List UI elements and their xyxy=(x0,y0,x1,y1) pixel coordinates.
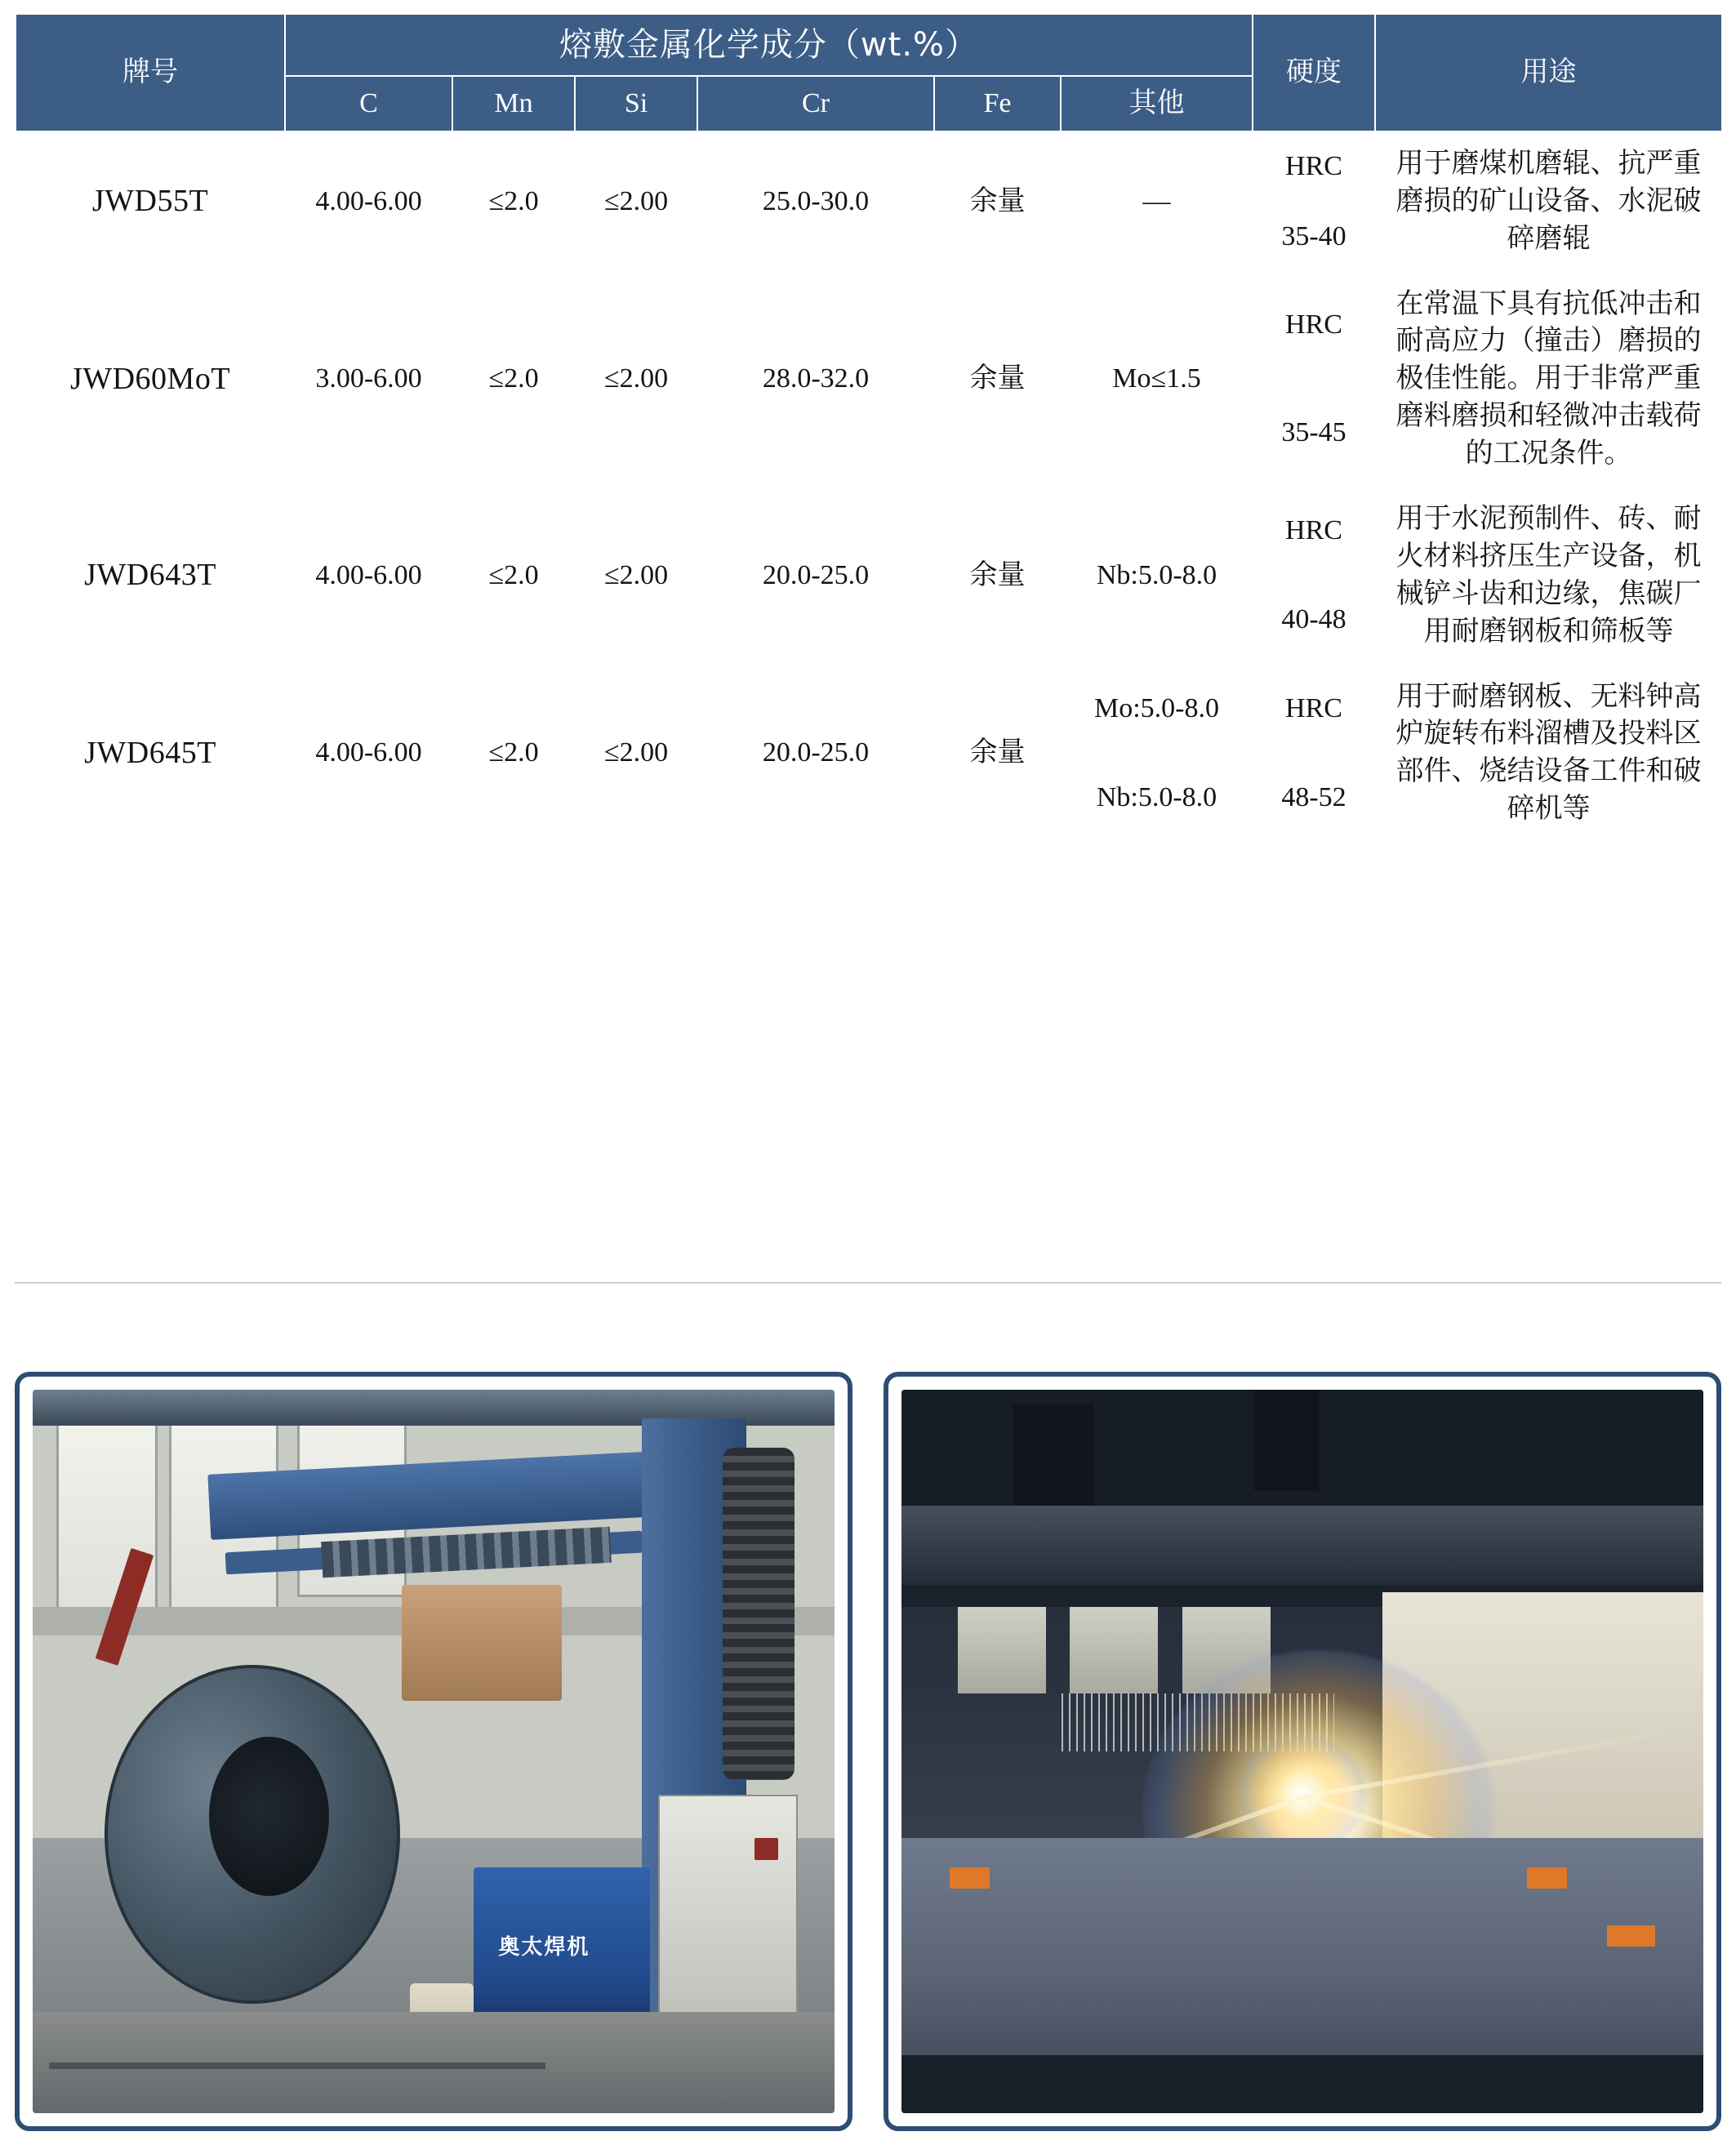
cell-hardness-unit: HRC xyxy=(1253,487,1375,576)
photo-frame-left xyxy=(15,1372,852,2131)
clamp xyxy=(1607,1925,1655,1947)
cell-usage: 在常温下具有抗低冲击和耐高应力（撞击）磨损的极佳性能。用于非常严重磨料磨损和轻微冲击载荷的工况条件。 xyxy=(1375,272,1722,487)
cell-hardness-value: 40-48 xyxy=(1253,576,1375,665)
cell-fe: 余量 xyxy=(934,665,1061,843)
cabinet-indicator xyxy=(754,1838,778,1860)
cell-mn: ≤2.0 xyxy=(452,487,575,665)
cell-fe: 余量 xyxy=(934,272,1061,487)
spec-table-container xyxy=(15,13,1721,843)
cell-usage: 用于水泥预制件、砖、耐火材料挤压生产设备，机械铲斗齿和边缘，焦碳厂用耐磨钢板和筛板等 xyxy=(1375,487,1722,665)
table-body xyxy=(16,131,1722,842)
photo-frame-right xyxy=(884,1372,1721,2131)
gantry-beam xyxy=(901,1506,1703,1585)
hopper xyxy=(402,1585,562,1701)
cell-other: — xyxy=(1061,131,1253,272)
flex-duct xyxy=(723,1448,795,1781)
cell-si: ≤2.00 xyxy=(575,131,697,272)
th-c: C xyxy=(285,76,452,131)
table-bottom-rule xyxy=(15,1282,1721,1284)
cell-si: ≤2.00 xyxy=(575,665,697,843)
machine-brand-label: 奥太焊机 xyxy=(498,1935,590,1960)
cell-other: Nb:5.0-8.0 xyxy=(1061,487,1253,665)
cell-brand: JWD643T xyxy=(16,487,285,665)
cell-c: 3.00-6.00 xyxy=(285,272,452,487)
photo-welding-arc xyxy=(901,1390,1703,2113)
cell-fe: 余量 xyxy=(934,131,1061,272)
cell-hardness-unit: HRC xyxy=(1253,272,1375,380)
floor-rail xyxy=(49,2063,546,2069)
cell-brand: JWD55T xyxy=(16,131,285,272)
table-row xyxy=(16,665,1722,754)
table-head-row-1 xyxy=(16,14,1722,76)
cell-hardness-value: 35-40 xyxy=(1253,202,1375,272)
photo-workshop-positioner xyxy=(33,1390,835,2113)
hood-panel xyxy=(958,1607,1046,1693)
table-row xyxy=(16,272,1722,380)
th-brand: 牌号 xyxy=(16,14,285,131)
clamp xyxy=(1527,1867,1567,1889)
cell-brand: JWD645T xyxy=(16,665,285,843)
cell-other-bottom: Nb:5.0-8.0 xyxy=(1061,753,1253,842)
cell-usage: 用于磨煤机磨辊、抗严重磨损的矿山设备、水泥破碎磨辊 xyxy=(1375,131,1722,272)
cell-brand: JWD60MoT xyxy=(16,272,285,487)
th-mn: Mn xyxy=(452,76,575,131)
th-fe: Fe xyxy=(934,76,1061,131)
cell-si: ≤2.00 xyxy=(575,272,697,487)
th-composition-group: 熔敷金属化学成分（wt.%） xyxy=(285,14,1253,76)
clamp xyxy=(950,1867,990,1889)
table-head xyxy=(16,14,1722,131)
cell-hardness-unit: HRC xyxy=(1253,665,1375,754)
cell-mn: ≤2.0 xyxy=(452,272,575,487)
cell-hardness-unit: HRC xyxy=(1253,131,1375,202)
cell-other-top: Mo:5.0-8.0 xyxy=(1061,665,1253,754)
cell-fe: 余量 xyxy=(934,487,1061,665)
hood-panel xyxy=(1070,1607,1158,1693)
overhead-unit xyxy=(1254,1390,1319,1491)
welding-machine xyxy=(474,1867,650,2034)
cell-cr: 25.0-30.0 xyxy=(697,131,934,272)
cell-c: 4.00-6.00 xyxy=(285,665,452,843)
cell-hardness-value: 35-45 xyxy=(1253,379,1375,487)
cell-mn: ≤2.0 xyxy=(452,665,575,843)
cell-usage: 用于耐磨钢板、无料钟高炉旋转布料溜槽及投料区部件、烧结设备工件和破碎机等 xyxy=(1375,665,1722,843)
workpiece-bore xyxy=(209,1737,329,1896)
table-row xyxy=(16,131,1722,202)
cell-c: 4.00-6.00 xyxy=(285,487,452,665)
table-base xyxy=(901,2055,1703,2113)
cell-mn: ≤2.0 xyxy=(452,131,575,272)
cell-cr: 28.0-32.0 xyxy=(697,272,934,487)
cell-other: Mo≤1.5 xyxy=(1061,272,1253,487)
th-other: 其他 xyxy=(1061,76,1253,131)
th-hardness: 硬度 xyxy=(1253,14,1375,131)
photo-row xyxy=(15,1372,1721,2131)
table-row xyxy=(16,487,1722,576)
cell-hardness-value: 48-52 xyxy=(1253,753,1375,842)
cell-c: 4.00-6.00 xyxy=(285,131,452,272)
spec-table xyxy=(15,13,1723,843)
th-si: Si xyxy=(575,76,697,131)
cell-si: ≤2.00 xyxy=(575,487,697,665)
th-usage: 用途 xyxy=(1375,14,1722,131)
cell-cr: 20.0-25.0 xyxy=(697,665,934,843)
cell-cr: 20.0-25.0 xyxy=(697,487,934,665)
th-cr: Cr xyxy=(697,76,934,131)
